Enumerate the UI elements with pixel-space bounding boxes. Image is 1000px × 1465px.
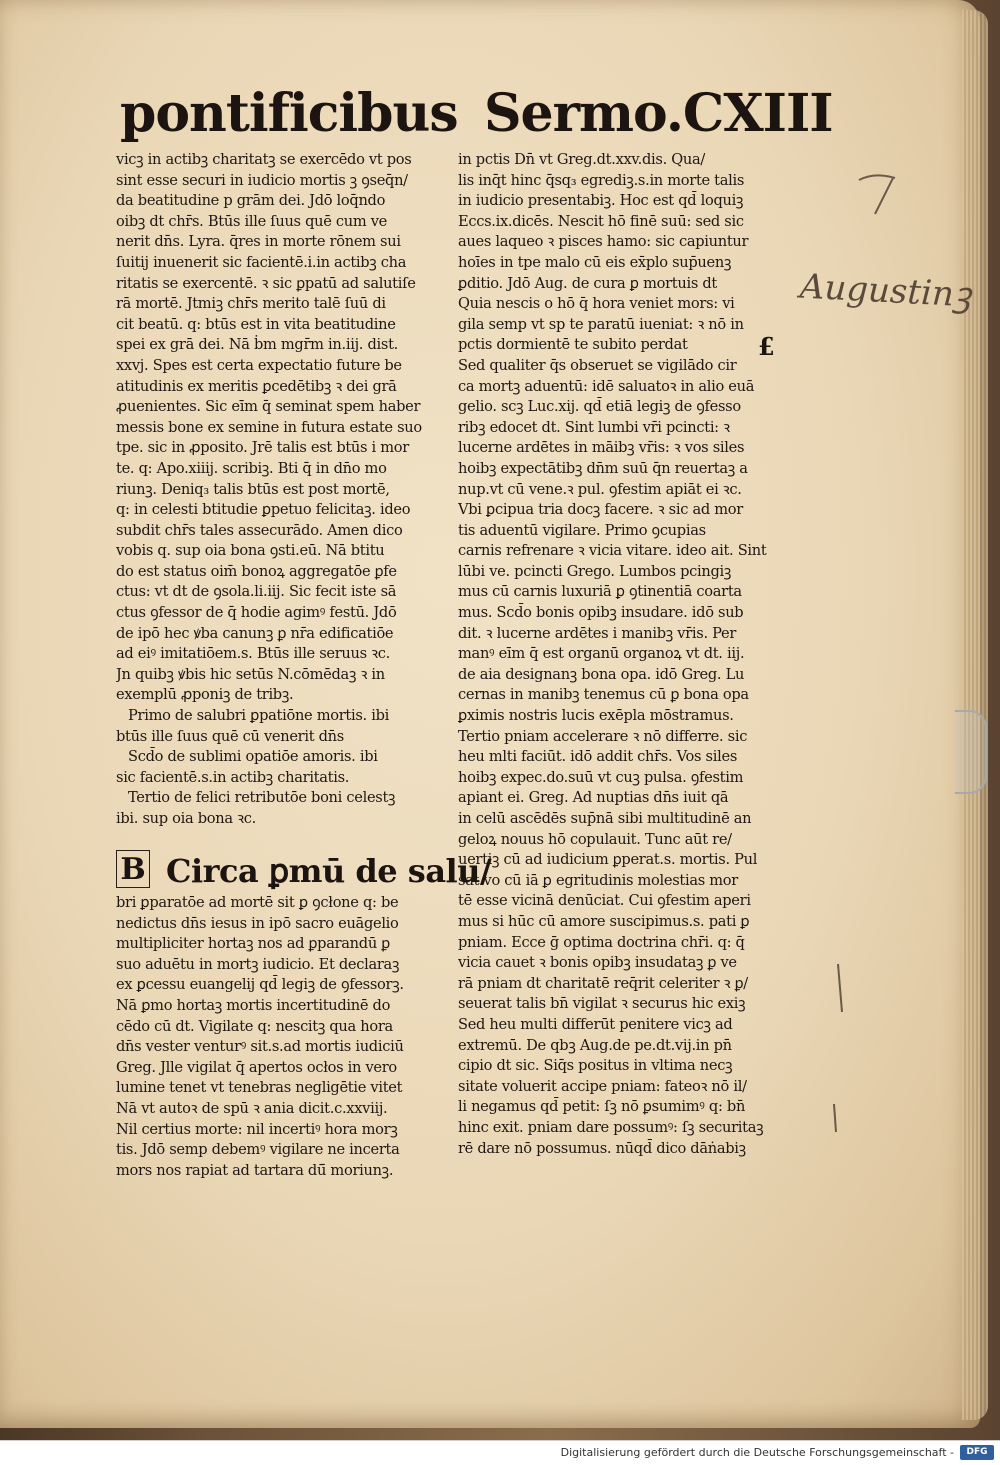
text-line: ꝑximis nostris lucis exēpla mōstramus. [458,707,734,725]
text-line: ca mortꝫ aduentū: idē saluatoꝛ in alio euā [458,377,755,395]
text-line: oibꝫ dt chr̄s. Btūs ille ſuus quē cum ve [116,212,388,230]
text-line: lumine tenet vt tenebras negligētie vitet [116,1079,403,1097]
text-line: sic facientē.s.in actibꝫ charitatis. [116,768,350,786]
text-line: sint esse securi in iudicio mortis ꝫ ꝯseq̄n/ [116,171,408,189]
margin-pen-stroke-2 [830,960,850,1020]
text-line: dn̄s vester venturꝰ sit.s.ad mortis iudiciū [116,1038,404,1056]
text-line: te. q: Apo.xiiij. scribiꝫ. Bti q̄ in dn̄o mo [116,459,387,477]
text-line: ꝓuenientes. Sic eīm q̄ seminat spem haber [116,398,421,416]
text-line: heu mlti faciūt. idō addit chr̄s. Vos siles [458,748,738,766]
text-line: btūs ille ſuus quē cū venerit dn̄s [116,727,344,745]
margin-pen-stroke-3 [826,1100,846,1140]
text-line: Tertio pniam accelerare ꝛ nō differre. sic [458,727,748,745]
text-line: do est status oim̄ bonoꝝ aggregatōe ꝑfe [116,562,397,580]
text-line: gila semp vt sp te paratū iueniat: ꝛ nō in [458,315,744,333]
text-line: nerit dn̄s. Lyra. q̄res in morte rōnem sui [116,233,401,251]
text-line: mors nos rapiat ad tartara dū̄ moriunꝫ. [116,1161,394,1179]
text-line: lis inq̄t hinc q̄sq₃ egrediꝫ.s.in morte talis [458,171,745,189]
text-line: da beatitudine p grām dei. Jdō loq̄ndo [116,192,386,210]
text-line: li negamus qd̄ petit: ſꝫ nō ꝑsumimꝰ q: bn̄ [458,1098,746,1116]
text-line: ribꝫ edocet dt. Sint lumbi vr̄i pcincti: ꝛ [458,418,730,436]
text-line: pctis dormientē te subito perdat [458,336,688,354]
text-line: multipliciter hortaꝫ nos ad ꝑparandū ꝑ [116,935,390,953]
text-line: mus si hūc cū amore suscipimus.s. pati ꝑ [458,912,750,930]
text-line: atitudinis ex meritis ꝑcedētibꝫ ꝛ dei grā [116,377,397,395]
text-line: ex ꝑcessu euangelij qd̄ legiꝫ de ꝯfessorꝫ. [116,976,404,994]
right-column [458,150,806,1159]
funding-note: Digitalisierung gefördert durch die Deutsche Forschungsgemeinschaft - [560,1446,954,1459]
paragraph-mark: £ [758,332,775,361]
text-line: carnis refrenare ꝛ vicia vitare. ideo ait. Sint [458,542,767,560]
text-line: riunꝫ. Deniq₃ talis btūs est post mortē, [116,480,390,498]
text-line: tis. Jdō semp debemꝰ vigilare ne incerta [116,1141,400,1159]
text-line: mus. Scd̄o bonis opibꝫ insudare. idō sub [458,604,744,622]
running-header-left: pontificibus [120,83,458,144]
text-line: Quia nescis o hō q̄ hora veniet mors: vi [458,295,735,313]
text-line: cipio dt sic. Siq̄s positus in vltima necꝫ [458,1057,733,1075]
text-line: Nil certius morte: nil incertiꝰ hora morꝫ [116,1120,398,1138]
text-line: seuerat talis bn̄ vigilat ꝛ securus hic exiꝫ [458,995,746,1013]
text-line: spei ex grā dei. Nā ḃm mgr̄m in.iij. dist. [116,336,398,354]
text-line: ibi. sup oia bona ꝛc. [116,810,256,827]
text-line: tpe. sic in ꝓposito. Jrē talis est btūs i mor [116,439,409,457]
text-line: extremū. De qbꝫ Aug.de pe.dt.vij.in pn̄ [458,1036,732,1054]
text-line: rē dare nō possumus. nūqd̄ dico dāṅabiꝫ [458,1139,746,1157]
text-line: tis aduentū vigilare. Primo ꝯcupias [458,521,706,539]
text-line: hoibꝫ expectātibꝫ dn̄m suū q̄n reuertaꝫ a [458,459,748,477]
text-line: apiant ei. Greg. Ad nuptias dn̄s iuit qā [458,789,729,807]
text-line: messis bone ex semine in futura estate suo [116,418,422,436]
margin-handwriting: Augustinꝫ [798,266,973,316]
text-line: gelio. scꝫ Luc.xij. qd̄ etiā legiꝫ de ꝯfesso [458,398,741,416]
running-header-right: Sermo.CXIII [484,83,833,144]
text-line: q: in celesti btitudie ꝑpetuo felicitaꝫ. ideo [116,501,411,519]
text-line: vobis q. sup oia bona ꝯsti.eū. Nā btitu [116,542,385,560]
text-line: Tertio de felici retributōe boni celestꝫ [128,789,396,807]
text-line: Sed heu multi differūt penitere vicꝫ ad [458,1015,733,1033]
text-line: lūbi ve. pcincti Grego. Lumbos pcingiꝫ [458,562,732,580]
text-line: Jn quibꝫ ꝟbis hic setūs N.cōmēdaꝫ ꝛ in [116,665,385,683]
text-line: de ipō hec ꝟba canunꝫ ꝑ nr̄a edificatiōe [116,624,394,642]
text-line: Vbi ꝑcipua tria docꝫ facere. ꝛ sic ad mor [458,501,743,519]
text-line: dit. ꝛ lucerne ardētes i manibꝫ vr̄is. Per [458,624,737,642]
text-line: ritatis se exercentē. ꝛ sic ꝑpatū ad salutiſe [116,274,416,292]
text-line: suo aduētu in mortꝫ iudicio. Et declaraꝫ [116,955,400,973]
text-line: in pctis Dn̄ vt Greg.dt.xxv.dis. Qua/ [458,151,706,168]
text-line: pniam. Ecce ḡ optima doctrina chr̄i. q: q̄ [458,933,745,951]
text-line: uertiꝫ cū ad iudicium ꝑperat.s. mortis. Pul [458,851,758,869]
text-line: sitate voluerit accipe pniam: fateoꝛ nō il/ [458,1077,747,1095]
text-line: bri ꝑparatōe ad mortē sit ꝑ ꝯcłone q: be [116,894,399,911]
text-line: lucerne ardētes in māibꝫ vr̄is: ꝛ vos siles [458,439,745,457]
text-line: cēdo cū dt. Vigilate q: nescitꝫ qua hora [116,1017,393,1035]
text-line: hinc exit. pniam dare possumꝰ: ſꝫ securitaꝫ [458,1118,764,1136]
text-line: nedictus dn̄s iesus in ipō sacro euāgelio [116,914,399,932]
text-line: ꝑditio. Jdō Aug. de cura ꝑ mortuis dt [458,274,717,292]
margin-pen-stroke-1 [855,168,915,218]
text-line: exemplū ꝓponiꝫ de tribꝫ. [116,686,294,704]
text-line: de aia designanꝫ bona opa. idō Greg. Lu [458,665,745,683]
text-line: tē esse vicinā denūciat. Cui ꝯfestim aperi [458,892,751,910]
text-line: Scd̄o de sublimi opatiōe amoris. ibi [128,748,378,766]
text-line: vicꝫ in actibꝫ charitatꝫ se exercēdo vt pos [116,151,412,168]
text-line: Primo de salubri ꝑpatiōne mortis. ibi [128,707,390,725]
text-line: xxvj. Spes est certa expectatio future be [116,356,402,374]
left-column-top [116,150,452,830]
text-line: rā mortē. Jtmiꝫ chr̄s merito talē ſuū di [116,295,386,313]
text-line: Sed qualiter q̄s obseruet se vigilādo cir [458,356,737,374]
viewer-footer [0,1440,1000,1465]
text-line: ctus ꝯfessor de q̄ hodie agimꝰ festū. Jdō [116,604,397,622]
text-line: Nā vt autoꝛ de spū ꝛ ania dicit.c.xxviij. [116,1099,388,1117]
section-heading-text: Circa ꝑmū de salu/ [166,852,492,890]
text-line: cit beatū. q: btūs est in vita beatitudine [116,315,396,333]
text-line: Nā ꝑmo hortaꝫ mortis incertitudinē do [116,996,391,1014]
text-line: rā pniam dt charitatē req̄rit celeriter ꝛ ꝑ/ [458,974,748,992]
binding-tab [955,710,987,794]
text-line: ſuitij inuenerit sic facientē.i.in actibꝫ cha [116,253,407,271]
text-line: subdit chr̄s tales assecurādo. Amen dico [116,521,403,539]
text-line: manꝰ eīm q̄ est organū organoꝝ vt dt. iij. [458,645,745,663]
text-line: aues laqueo ꝛ pisces hamo: sic capiuntur [458,233,749,251]
text-line: in celū ascēdēs sup̄nā sibi multitudinē an [458,810,752,827]
text-line: ad eiꝰ imitatiōem.s. Btūs ille seruus ꝛc. [116,645,390,663]
text-line: ctus: vt dt de ꝯsola.li.iij. Sic fecit iste sā [116,583,397,601]
section-heading [116,850,492,892]
text-line: Eccs.ix.dicēs. Nescit hō finē suū: sed sic [458,212,744,230]
dfg-logo: DFG [960,1445,994,1460]
text-line: mus cū carnis luxuriā ꝑ ꝯtinentiā coarta [458,583,742,601]
text-line: geloꝝ nouus hō copulauit. Tunc aūt re/ [458,830,732,848]
text-line: cernas in manibꝫ tenemus cū ꝑ bona opa [458,686,749,704]
text-line: hoibꝫ expec.do.suū vt cuꝫ pulsa. ꝯfestim [458,768,744,786]
text-line: in iudicio presentabiꝫ. Hoc est qd̄ loquiꝫ [458,192,744,210]
text-line: nup.vt cū vene.ꝛ pul. ꝯfestim apiāt ei ꝛc. [458,480,742,498]
text-line: hoīes in tpe malo cū eis ex̄plo sup̄uenꝫ [458,253,732,271]
text-line: vicia cauet ꝛ bonis opibꝫ insudataꝫ ꝑ ve [458,954,737,972]
text-line: Greg. Jlle vigilat q̄ apertos ocłos in vero [116,1058,397,1076]
left-column-bottom [116,893,452,1181]
initial-letter: B [116,850,150,888]
text-line: sat vo cū iā ꝑ egritudinis molestias mor [458,871,738,889]
